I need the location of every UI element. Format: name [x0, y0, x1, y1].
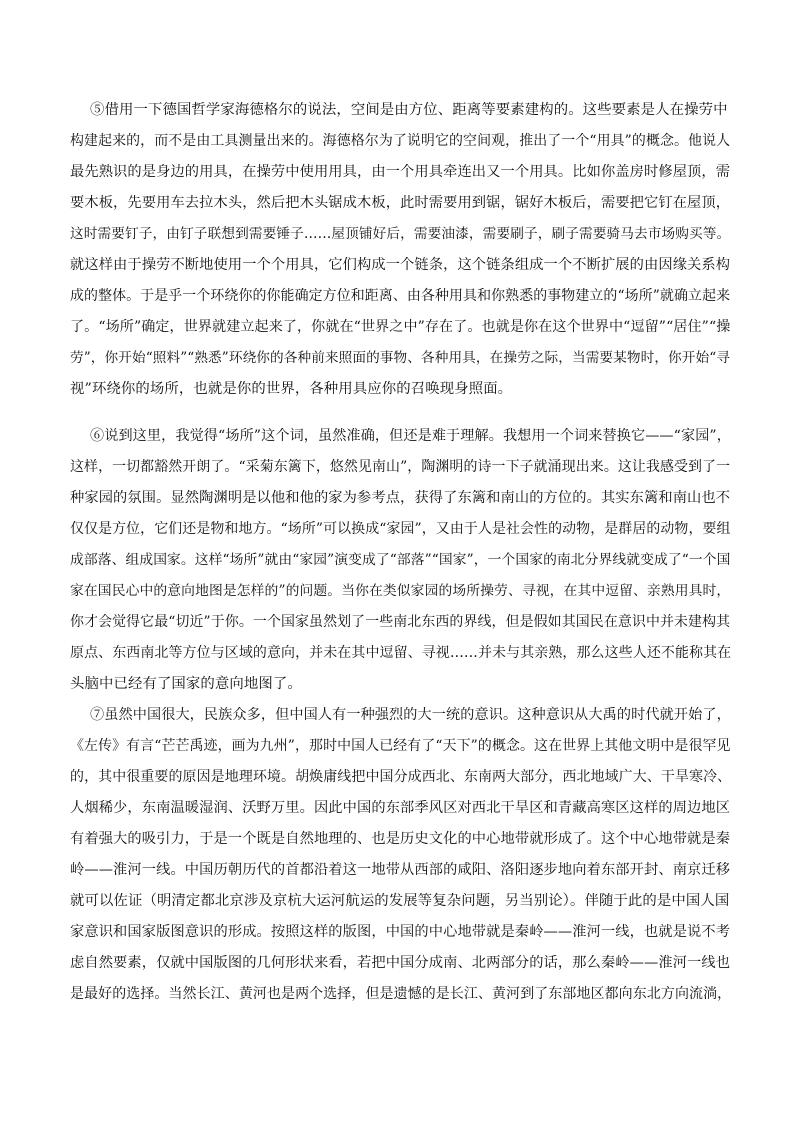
text-line: 虑自然要素，仅就中国版图的几何形状来看，若把中国分成南、北两部分的话，那么秦岭——淮河一线也 [70, 955, 731, 971]
paragraph-5 [70, 95, 734, 405]
text-line: 你才会觉得它最“切近”于你。一个国家虽然划了一些南北东西的界线，但是假如其国民在意识中并未建构其 [70, 614, 731, 630]
text-line: 岭——淮河一线。中国历朝历代的首都沿着这一地带从西部的咸阳、洛阳逐步地向着东部开封、南京迁移 [70, 862, 731, 878]
text-line: 这时需要钉子，由钉子联想到需要锤子……屋顶铺好后，需要油漆，需要刷子，刷子需要骑马去市场购买等。 [70, 226, 731, 242]
text-line: 要木板，先要用车去拉木头，然后把木头锯成木板，此时需要用到锯，锯好木板后，需要把它钉在屋顶， [70, 195, 731, 211]
paragraph-6 [70, 421, 734, 700]
text-line: 是最好的选择。当然长江、黄河也是两个选择，但是遗憾的是长江、黄河到了东部地区都向东北方向流淌， [70, 986, 732, 1002]
text-line: 劳”，你开始“照料”“熟悉”环绕你的各种前来照面的事物、各种用具，在操劳之际，当需要某物时，你开始“寻 [70, 350, 731, 366]
text-line: 有着强大的吸引力，于是一个既是自然地理的、也是历史文化的中心地带就形成了。这个中心地带就是秦 [70, 831, 731, 847]
text-line: 就可以佐证（明清定都北京涉及京杭大运河航运的发展等复杂问题，另当别论）。伴随于此的是中国人国 [70, 893, 730, 909]
text-line: 家在国民心中的意向地图是怎样的”的问题。当你在类似家园的场所操劳、寻视，在其中逗留、亲熟用具时， [70, 583, 731, 599]
text-line: 最先熟识的是身边的用具，在操劳中使用用具，由一个用具牵连出又一个用具。比如你盖房时修屋顶，需 [70, 164, 731, 180]
text-line: 头脑中已经有了国家的意向地图了。 [70, 676, 302, 692]
text-line: 了。“场所”确定，世界就建立起来了，你就在“世界之中”存在了。也就是你在这个世界中“逗留”“居住”“操 [70, 319, 731, 335]
text-line: 构建起来的，而不是由工具测量出来的。海德格尔为了说明它的空间观，推出了一个“用具”的概念。他说人 [70, 133, 731, 149]
text-line: 《左传》有言“芒芒禹迹，画为九州”，那时中国人已经有了“天下”的概念。这在世界上其他文明中是很罕见 [70, 738, 731, 754]
paragraph-7 [70, 700, 734, 1010]
text-line: 就这样由于操劳不断地使用一个个用具，它们构成一个链条，这个链条组成一个不断扩展的由因缘关系构 [70, 257, 731, 273]
text-line: 家意识和国家版图意识的形成。按照这样的版图，中国的中心地带就是秦岭——淮河一线，也就是说不考 [70, 924, 731, 940]
text-line: 人烟稀少，东南温暖湿润、沃野万里。因此中国的东部季风区对西北干旱区和青藏高寒区这样的周边地区 [70, 800, 731, 816]
text-line: 原点、东西南北等方位与区域的意向，并未在其中逗留、寻视……并未与其亲熟，那么这些人还不能称其在 [70, 645, 732, 661]
text-line: ⑦虽然中国很大，民族众多，但中国人有一种强烈的大一统的意识。这种意识从大禹的时代就开始了， [90, 707, 731, 723]
text-line: ⑤借用一下德国哲学家海德格尔的说法，空间是由方位、距离等要素建构的。这些要素是人在操劳中 [90, 102, 728, 118]
text-line: 成的整体。于是乎一个环绕你的你能确定方位和距离、由各种用具和你熟悉的事物建立的“场所”就确立起来 [70, 288, 731, 304]
text-line: ⑥说到这里，我觉得“场所”这个词，虽然准确，但还是难于理解。我想用一个词来替换它——“家园”， [90, 428, 731, 444]
text-line: 种家园的氛围。显然陶渊明是以他和他的家为参考点，获得了东篱和南山的方位的。其实东篱和南山也不 [70, 490, 731, 506]
text-line: 的，其中很重要的原因是地理环境。胡焕庸线把中国分成西北、东南两大部分，西北地域广大、干旱寒冷、 [70, 769, 732, 785]
text-line: 仅仅是方位，它们还是物和地方。“场所”可以换成“家园”，又由于人是社会性的动物，是群居的动物，要组 [70, 521, 731, 537]
text-line: 成部落、组成国家。这样“场所”就由“家园”演变成了“部落”“国家”，一个国家的南北分界线就变成了“一个国 [70, 552, 731, 568]
text-line: 这样，一切都豁然开朗了。“采菊东篱下，悠然见南山”，陶渊明的诗一下子就涌现出来。这让我感受到了一 [70, 459, 731, 475]
text-line: 视”环绕你的场所，也就是你的世界，各种用具应你的召唤现身照面。 [70, 381, 513, 397]
